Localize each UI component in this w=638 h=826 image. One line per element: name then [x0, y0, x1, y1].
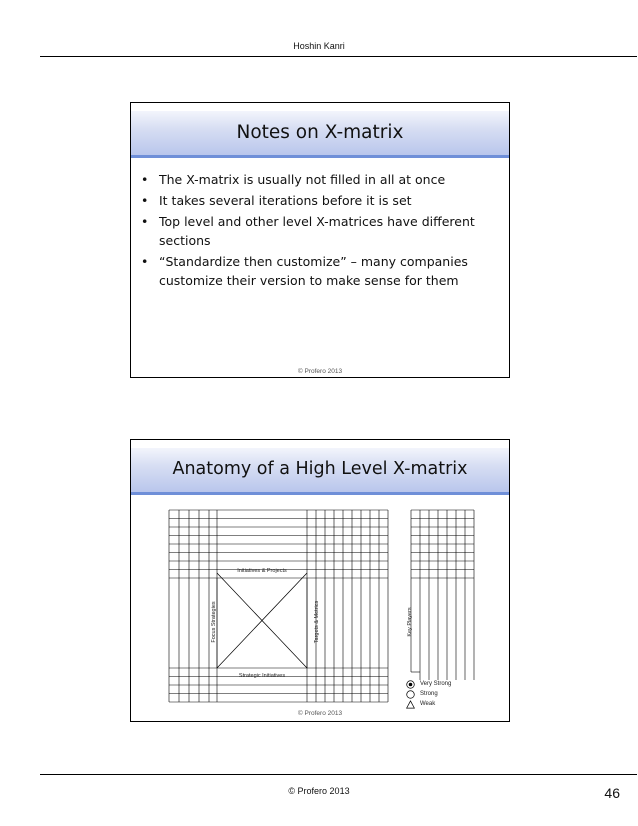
bullet-text: “Standardize then customize” – many companies customize their version to make sense for them [159, 254, 468, 288]
slide-notes-on-x-matrix [130, 102, 510, 378]
label-strategic-initiatives: Strategic Initiatives [238, 673, 286, 679]
label-initiatives-projects: Initiatives & Projects [237, 568, 287, 574]
legend-row [406, 690, 451, 700]
legend-row [406, 680, 451, 690]
matrix-diagonals [217, 573, 307, 668]
legend-label: Weak [420, 701, 436, 707]
bullet-dot-icon: • [141, 214, 149, 229]
bullet-dot-icon: • [141, 172, 149, 187]
slide-title: Anatomy of a High Level X-matrix [172, 459, 468, 479]
bullet-list [139, 170, 489, 292]
label-targets-metrics: Targets & Metrics [314, 600, 320, 644]
slide-footer: © Profero 2013 [297, 368, 343, 375]
bullet-text: It takes several iterations before it is set [159, 193, 412, 208]
slide-title: Notes on X-matrix [236, 122, 404, 143]
x-matrix-diagram [131, 440, 509, 721]
circle-icon [406, 690, 415, 699]
footer-rule [40, 774, 637, 775]
bullet-dot-icon: • [141, 254, 149, 269]
page-header-title: Hoshin Kanri [293, 41, 345, 51]
strength-legend [406, 680, 451, 710]
triangle-icon [406, 700, 415, 709]
legend-row [406, 700, 451, 710]
bullet-text: Top level and other level X-matrices have different sections [159, 214, 475, 248]
page-number: 46 [604, 785, 620, 801]
bullet-text: The X-matrix is usually not filled in all at once [159, 172, 446, 187]
banner-stripe [131, 155, 509, 158]
bullet-dot-icon: • [141, 193, 149, 208]
bullet-item [139, 212, 489, 250]
legend-label: Strong [420, 691, 438, 697]
label-focus-strategies: Focus Strategies [211, 601, 217, 643]
bullet-item [139, 170, 489, 189]
double-circle-icon [406, 680, 415, 689]
label-key-players: Key Players [407, 607, 413, 637]
slide-anatomy-x-matrix [130, 439, 510, 722]
slide-footer: © Profero 2013 [297, 710, 343, 717]
bullet-item [139, 191, 489, 210]
header-rule [40, 56, 637, 57]
legend-label: Very Strong [420, 681, 452, 687]
bullet-item [139, 252, 489, 290]
page-footer: © Profero 2013 [288, 786, 350, 796]
